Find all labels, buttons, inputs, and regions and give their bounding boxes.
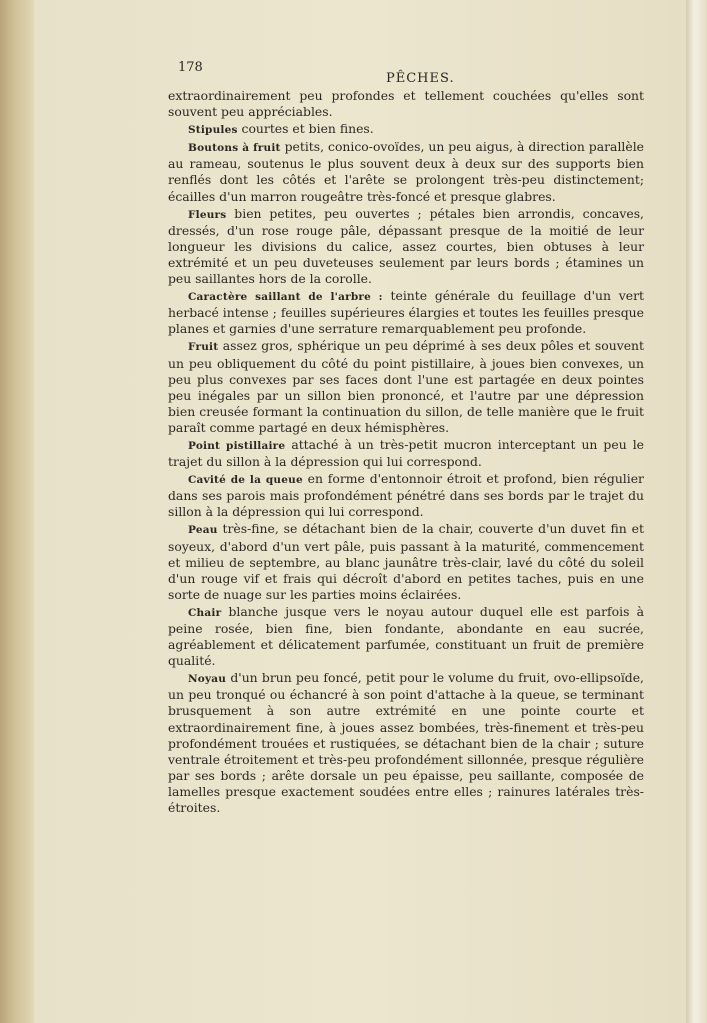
paragraph-fleurs: Fleurs bien petites, peu ouvertes ; pétales bien arrondis, concaves, dressés, d'un rose rouge pâle, dépassant presque de la moitié de leur longueur les divisions du calice, assez courtes, bien obtuses à leur extrémité et un peu duveteuses seulement par leurs bords ; étamines un peu saillantes hors de la corolle. bbox=[168, 205, 644, 287]
body-text bbox=[168, 88, 644, 817]
page-number: 178 bbox=[178, 60, 203, 75]
lead-term: Stipules bbox=[188, 124, 238, 137]
lead-term: Caractère saillant de l'arbre : bbox=[188, 291, 383, 304]
paragraph-continuation: extraordinairement peu profondes et tellement couchées qu'elles sont souvent peu appréciables. bbox=[168, 88, 644, 120]
lead-term: Cavité de la queue bbox=[188, 474, 303, 487]
lead-term: Fruit bbox=[188, 341, 219, 354]
paragraph-boutons: Boutons à fruit petits, conico-ovoïdes, un peu aigus, à direction parallèle au rameau, soutenus le plus souvent deux à deux sur des supports bien renflés dont les côtés et l'arête se prolongent très-peu distinctement; écailles d'un marron rougeâtre très-foncé et presque glabres. bbox=[168, 139, 644, 204]
lead-term: Noyau bbox=[188, 673, 227, 686]
paragraph-peau: Peau très-fine, se détachant bien de la chair, couverte d'un duvet fin et soyeux, d'abord d'un vert pâle, puis passant à la maturité, commencement et milieu de septembre, au blanc jaunâtre très-clair, lavé du côté du soleil d'un rouge vif et frais qui décroît d'abord en petites taches, puis en une sorte de nuage sur les parties moins éclairées. bbox=[168, 521, 644, 602]
lead-term: Peau bbox=[188, 524, 218, 537]
lead-term: Boutons à fruit bbox=[188, 142, 281, 155]
paragraph-caractere: Caractère saillant de l'arbre : teinte générale du feuillage d'un vert herbacé intense ; feuilles supérieures élargies et toutes les feuilles presque planes et garnies d'une serrature remarquablement peu profonde. bbox=[168, 288, 644, 337]
paragraph-chair: Chair blanche jusque vers le noyau autour duquel elle est parfois à peine rosée, bien fine, bien fondante, abondante en eau sucrée, agréablement et délicatement parfumée, constituant un fruit de première qualité. bbox=[168, 603, 644, 669]
lead-term: Chair bbox=[188, 606, 222, 619]
running-head: PÊCHES. bbox=[386, 71, 455, 86]
page-edge bbox=[686, 0, 707, 1023]
lead-term: Point pistillaire bbox=[188, 439, 286, 452]
book-spine bbox=[0, 0, 34, 1023]
lead-term: Fleurs bbox=[188, 208, 227, 221]
paragraph-fruit: Fruit assez gros, sphérique un peu déprimé à ses deux pôles et souvent un peu obliquement du côté du point pistillaire, à joues bien convexes, un peu plus convexes par ses faces dont l'une est partagée en deux pointes peu inégales par un sillon bien prononcé, et l'autre par une dépression bien creusée formant la continuation du sillon, de telle manière que le fruit paraît comme partagé en deux hémisphères. bbox=[168, 338, 644, 435]
paragraph-stipules: Stipules courtes et bien fines. bbox=[188, 121, 374, 137]
paragraph-point-pistillaire: Point pistillaire attaché à un très-petit mucron interceptant un peu le trajet du sillon à la dépression qui lui correspond. bbox=[168, 436, 644, 470]
paragraph-cavite: Cavité de la queue en forme d'entonnoir étroit et profond, bien régulier dans ses parois mais profondément pénétré dans ses bords par le trajet du sillon à la dépression qui lui correspond. bbox=[168, 471, 644, 520]
paragraph-noyau: Noyau d'un brun peu foncé, petit pour le volume du fruit, ovo-ellipsoïde, un peu tronqué ou échancré à son point d'attache à la queue, se terminant brusquement à son autre extrémité en une pointe courte et extraordinairement fine, à joues assez bombées, très-finement et très-peu profondément trouées et rustiquées, se détachant bien de la chair ; suture ventrale étroitement et très-peu profondément sillonnée, presque régulière par ses bords ; arête dorsale un peu épaisse, peu saillante, composée de lamelles presque exactement soudées entre elles ; rainures latérales très-étroites. bbox=[168, 670, 644, 816]
